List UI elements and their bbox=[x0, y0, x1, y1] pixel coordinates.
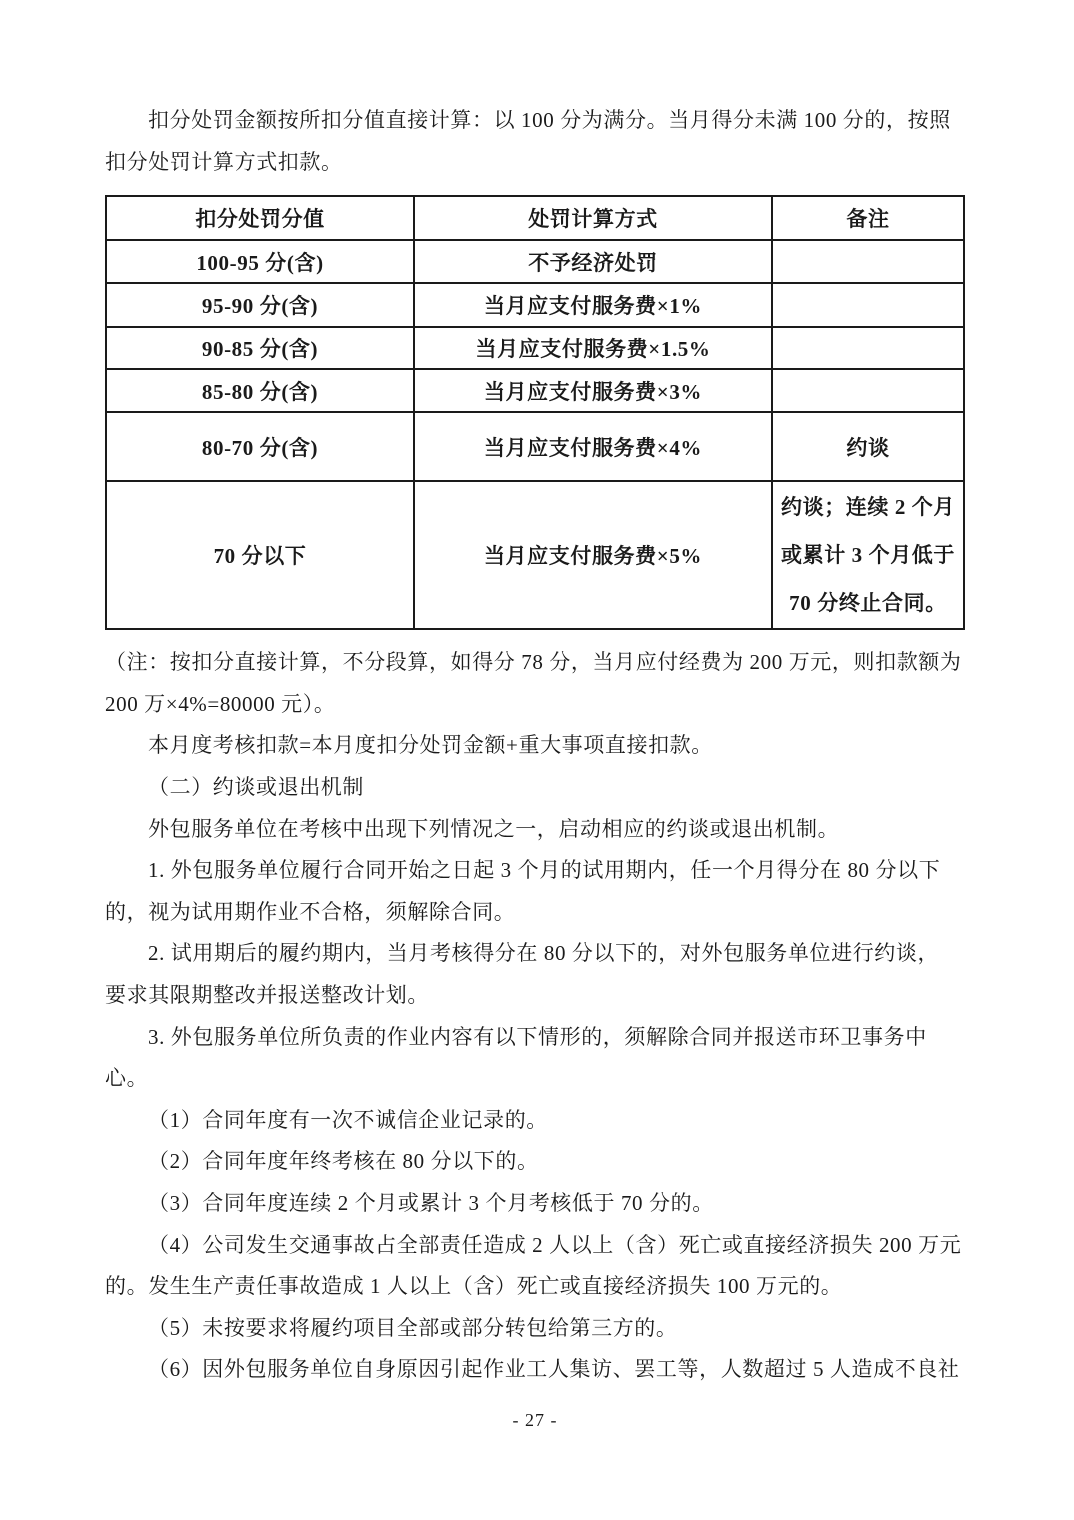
cell-penalty-method: 当月应支付服务费×1.5% bbox=[414, 327, 772, 369]
table-row bbox=[106, 369, 964, 412]
text-line: （6）因外包服务单位自身原因引起作业工人集访、罢工等，人数超过 5 人造成不良社 bbox=[148, 1357, 960, 1382]
table-row bbox=[106, 412, 964, 481]
cell-remark bbox=[772, 327, 964, 369]
table-header-cell: 扣分处罚分值 bbox=[106, 196, 414, 240]
page-content bbox=[105, 100, 965, 1435]
text-line: 要求其限期整改并报送整改计划。 bbox=[105, 982, 429, 1007]
cell-remark bbox=[772, 369, 964, 412]
cell-remark bbox=[772, 283, 964, 327]
text-line: （5）未按要求将履约项目全部或部分转包给第三方的。 bbox=[148, 1315, 678, 1340]
cell-penalty-method: 不予经济处罚 bbox=[414, 240, 772, 283]
cell-remark bbox=[772, 240, 964, 283]
table-row bbox=[106, 481, 964, 629]
intro-paragraph bbox=[105, 100, 965, 183]
text-line: （3）合同年度连续 2 个月或累计 3 个月考核低于 70 分的。 bbox=[148, 1190, 714, 1215]
text-line: 的，视为试用期作业不合格，须解除合同。 bbox=[105, 899, 516, 924]
text-line: （二）约谈或退出机制 bbox=[148, 774, 364, 799]
text-line: 1. 外包服务单位履行合同开始之日起 3 个月的试用期内，任一个月得分在 80 分以下 bbox=[148, 858, 941, 883]
text-line: （4）公司发生交通事故占全部责任造成 2 人以上（含）死亡或直接经济损失 200 万元 bbox=[148, 1232, 962, 1257]
penalty-table-header bbox=[106, 196, 964, 240]
text-line: 扣分处罚计算方式扣款。 bbox=[105, 149, 343, 174]
cell-penalty-method: 当月应支付服务费×3% bbox=[414, 369, 772, 412]
text-line: （1）合同年度有一次不诚信企业记录的。 bbox=[148, 1107, 548, 1132]
table-header-cell: 处罚计算方式 bbox=[414, 196, 772, 240]
penalty-table-body bbox=[106, 240, 964, 629]
text-line: 2. 试用期后的履约期内，当月考核得分在 80 分以下的，对外包服务单位进行约谈， bbox=[148, 941, 940, 966]
cell-score-range: 70 分以下 bbox=[106, 481, 414, 629]
cell-penalty-method: 当月应支付服务费×5% bbox=[414, 481, 772, 629]
remark-line: 70 分终止合同。 bbox=[789, 591, 947, 616]
text-line: 3. 外包服务单位所负责的作业内容有以下情形的，须解除合同并报送市环卫事务中 bbox=[148, 1024, 927, 1049]
cell-penalty-method: 当月应支付服务费×1% bbox=[414, 283, 772, 327]
table-row bbox=[106, 283, 964, 327]
cell-score-range: 80-70 分(含) bbox=[106, 412, 414, 481]
table-header-row bbox=[106, 196, 964, 240]
cell-remark: 约谈 bbox=[772, 412, 964, 481]
text-line: （注：按扣分直接计算，不分段算，如得分 78 分，当月应付经费为 200 万元，则扣款额为 bbox=[105, 650, 962, 675]
text-line: 200 万×4%=80000 元）。 bbox=[105, 691, 336, 716]
table-row bbox=[106, 327, 964, 369]
cell-score-range: 85-80 分(含) bbox=[106, 369, 414, 412]
remark-line: 或累计 3 个月低于 bbox=[781, 543, 955, 568]
cell-score-range: 95-90 分(含) bbox=[106, 283, 414, 327]
cell-penalty-method: 当月应支付服务费×4% bbox=[414, 412, 772, 481]
cell-score-range: 100-95 分(含) bbox=[106, 240, 414, 283]
cell-remark bbox=[772, 481, 964, 629]
body-paragraphs bbox=[105, 642, 965, 1391]
text-line: 本月度考核扣款=本月度扣分处罚金额+重大事项直接扣款。 bbox=[148, 733, 713, 758]
cell-score-range: 90-85 分(含) bbox=[106, 327, 414, 369]
text-line: 的。发生生产责任事故造成 1 人以上（含）死亡或直接经济损失 100 万元的。 bbox=[105, 1274, 843, 1299]
page-number: - 27 - bbox=[512, 1409, 558, 1430]
penalty-table bbox=[105, 195, 965, 630]
text-line: 外包服务单位在考核中出现下列情况之一，启动相应的约谈或退出机制。 bbox=[148, 816, 840, 841]
text-line: 扣分处罚金额按所扣分值直接计算：以 100 分为满分。当月得分未满 100 分的，按照 bbox=[148, 108, 951, 132]
text-line: 心。 bbox=[105, 1066, 149, 1091]
remark-line: 约谈；连续 2 个月 bbox=[781, 495, 955, 520]
text-line: （2）合同年度年终考核在 80 分以下的。 bbox=[148, 1149, 539, 1174]
table-row bbox=[106, 240, 964, 283]
table-header-cell: 备注 bbox=[772, 196, 964, 240]
